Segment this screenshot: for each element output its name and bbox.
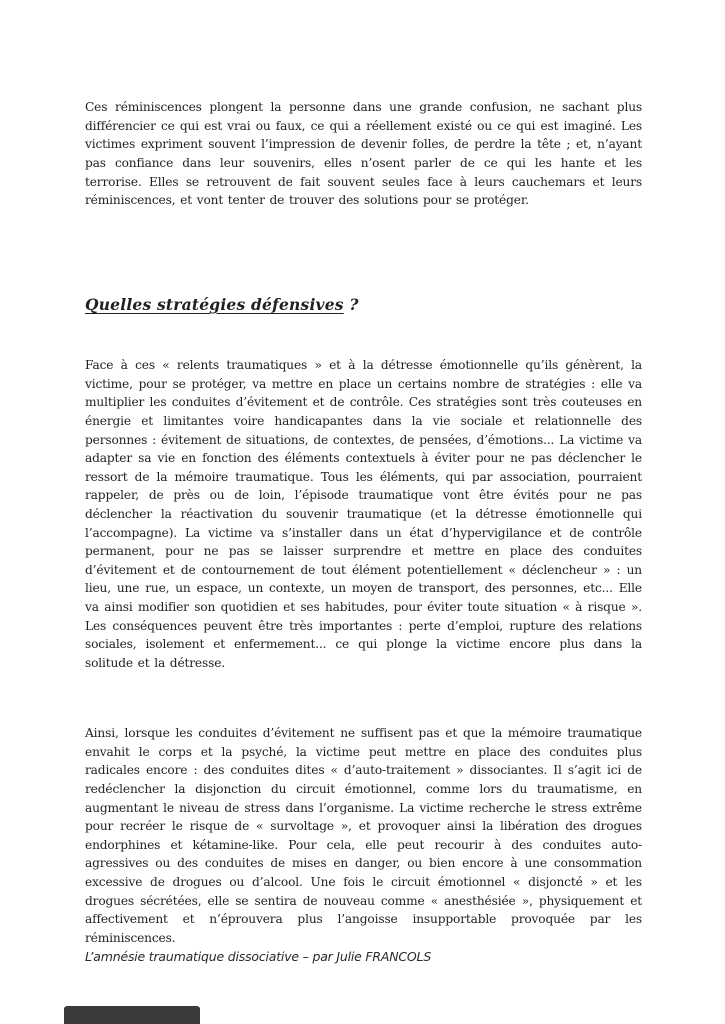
body-paragraph-3: Ainsi, lorsque les conduites d’évitement ne suffisent pas et que la mémoire traumatique envahit le corps et la psyché, la victime peut mettre en place des conduites plus radicales encore : des conduites dites « d’auto-traitement » dissociantes. Il s’agit ici de redéclencher la disjonction du circuit émotionnel, comme lors du traumatisme, en augmentant le niveau de stress dans l’organisme. La victime recherche le stress extrême pour recréer le risque de « survoltage », et provoquer ainsi la libération des drogues endorphines et kétamine-like. Pour cela, elle peut recourir à des conduites auto-agressives ou des conduites de mises en danger, ou bien encore à une consommation excessive de drogues ou d’alcool. Une fois le circuit émotionnel « disjoncté » et les drogues sécrétées, elle se sentira de nouveau comme « anesthésiée », physiquement et affectivement et n’éprouvera plus l’angoisse insupportable provoquée par les réminiscences. [85, 726, 642, 945]
status-overlay-bubble [64, 1006, 200, 1024]
body-paragraph-2: Face à ces « relents traumatiques » et à la détresse émotionnelle qu’ils génèrent, la victime, pour se protéger, va mettre en place un certains nombre de stratégies : elle va multiplier les conduites d’évitement et de contrôle. Ces stratégies sont très couteuses en énergie et limitantes voire handicapantes dans la vie sociale et relationnelle des personnes : évitement de situations, de contextes, de pensées, d’émotions... La victime va adapter sa vie en fonction des éléments contextuels à éviter pour ne pas déclencher le ressort de la mémoire traumatique. Tous les éléments, qui par association, pourraient rappeler, de près ou de loin, l’épisode traumatique vont être évités pour ne pas déclencher la réactivation du souvenir traumatique (et la détresse émotionnelle qui l’accompagne). La victime va s’installer dans un état d’hypervigilance et de contrôle permanent, pour ne pas se laisser surprendre et mettre en place des conduites d’évitement et de contournement de tout élément potentiellement « déclencheur » : un lieu, une rue, un espace, un contexte, un moyen de transport, des personnes, etc... Elle va ainsi modifier son quotidien et ses habitudes, pour éviter toute situation « à risque ». Les conséquences peuvent être très importantes : perte d’emploi, rupture des relations sociales, isolement et enfermement... ce qui plonge la victime encore plus dans la solitude et la détresse. [85, 358, 642, 670]
footer-author-note: L’amnésie traumatique dissociative – par Julie FRANCOLS [85, 949, 432, 964]
section-heading-suffix: ? [343, 294, 359, 314]
body-paragraph-1: Ces réminiscences plongent la personne dans une grande confusion, ne sachant plus différencier ce qui est vrai ou faux, ce qui a réellement existé ou ce qui est imaginé. Les victimes expriment souvent l’impression de devenir folles, de perdre la tête ; et, n’ayant pas confiance dans leur souvenirs, elles n’osent parler de ce qui les hante et les terrorise. Elles se retrouvent de fait souvent seules face à leurs cauchemars et leurs réminiscences, et vont tenter de trouver des solutions pour se protéger. [85, 100, 642, 208]
section-heading [85, 295, 359, 314]
section-heading-underlined-text: Quelles stratégies défensives [85, 294, 344, 314]
